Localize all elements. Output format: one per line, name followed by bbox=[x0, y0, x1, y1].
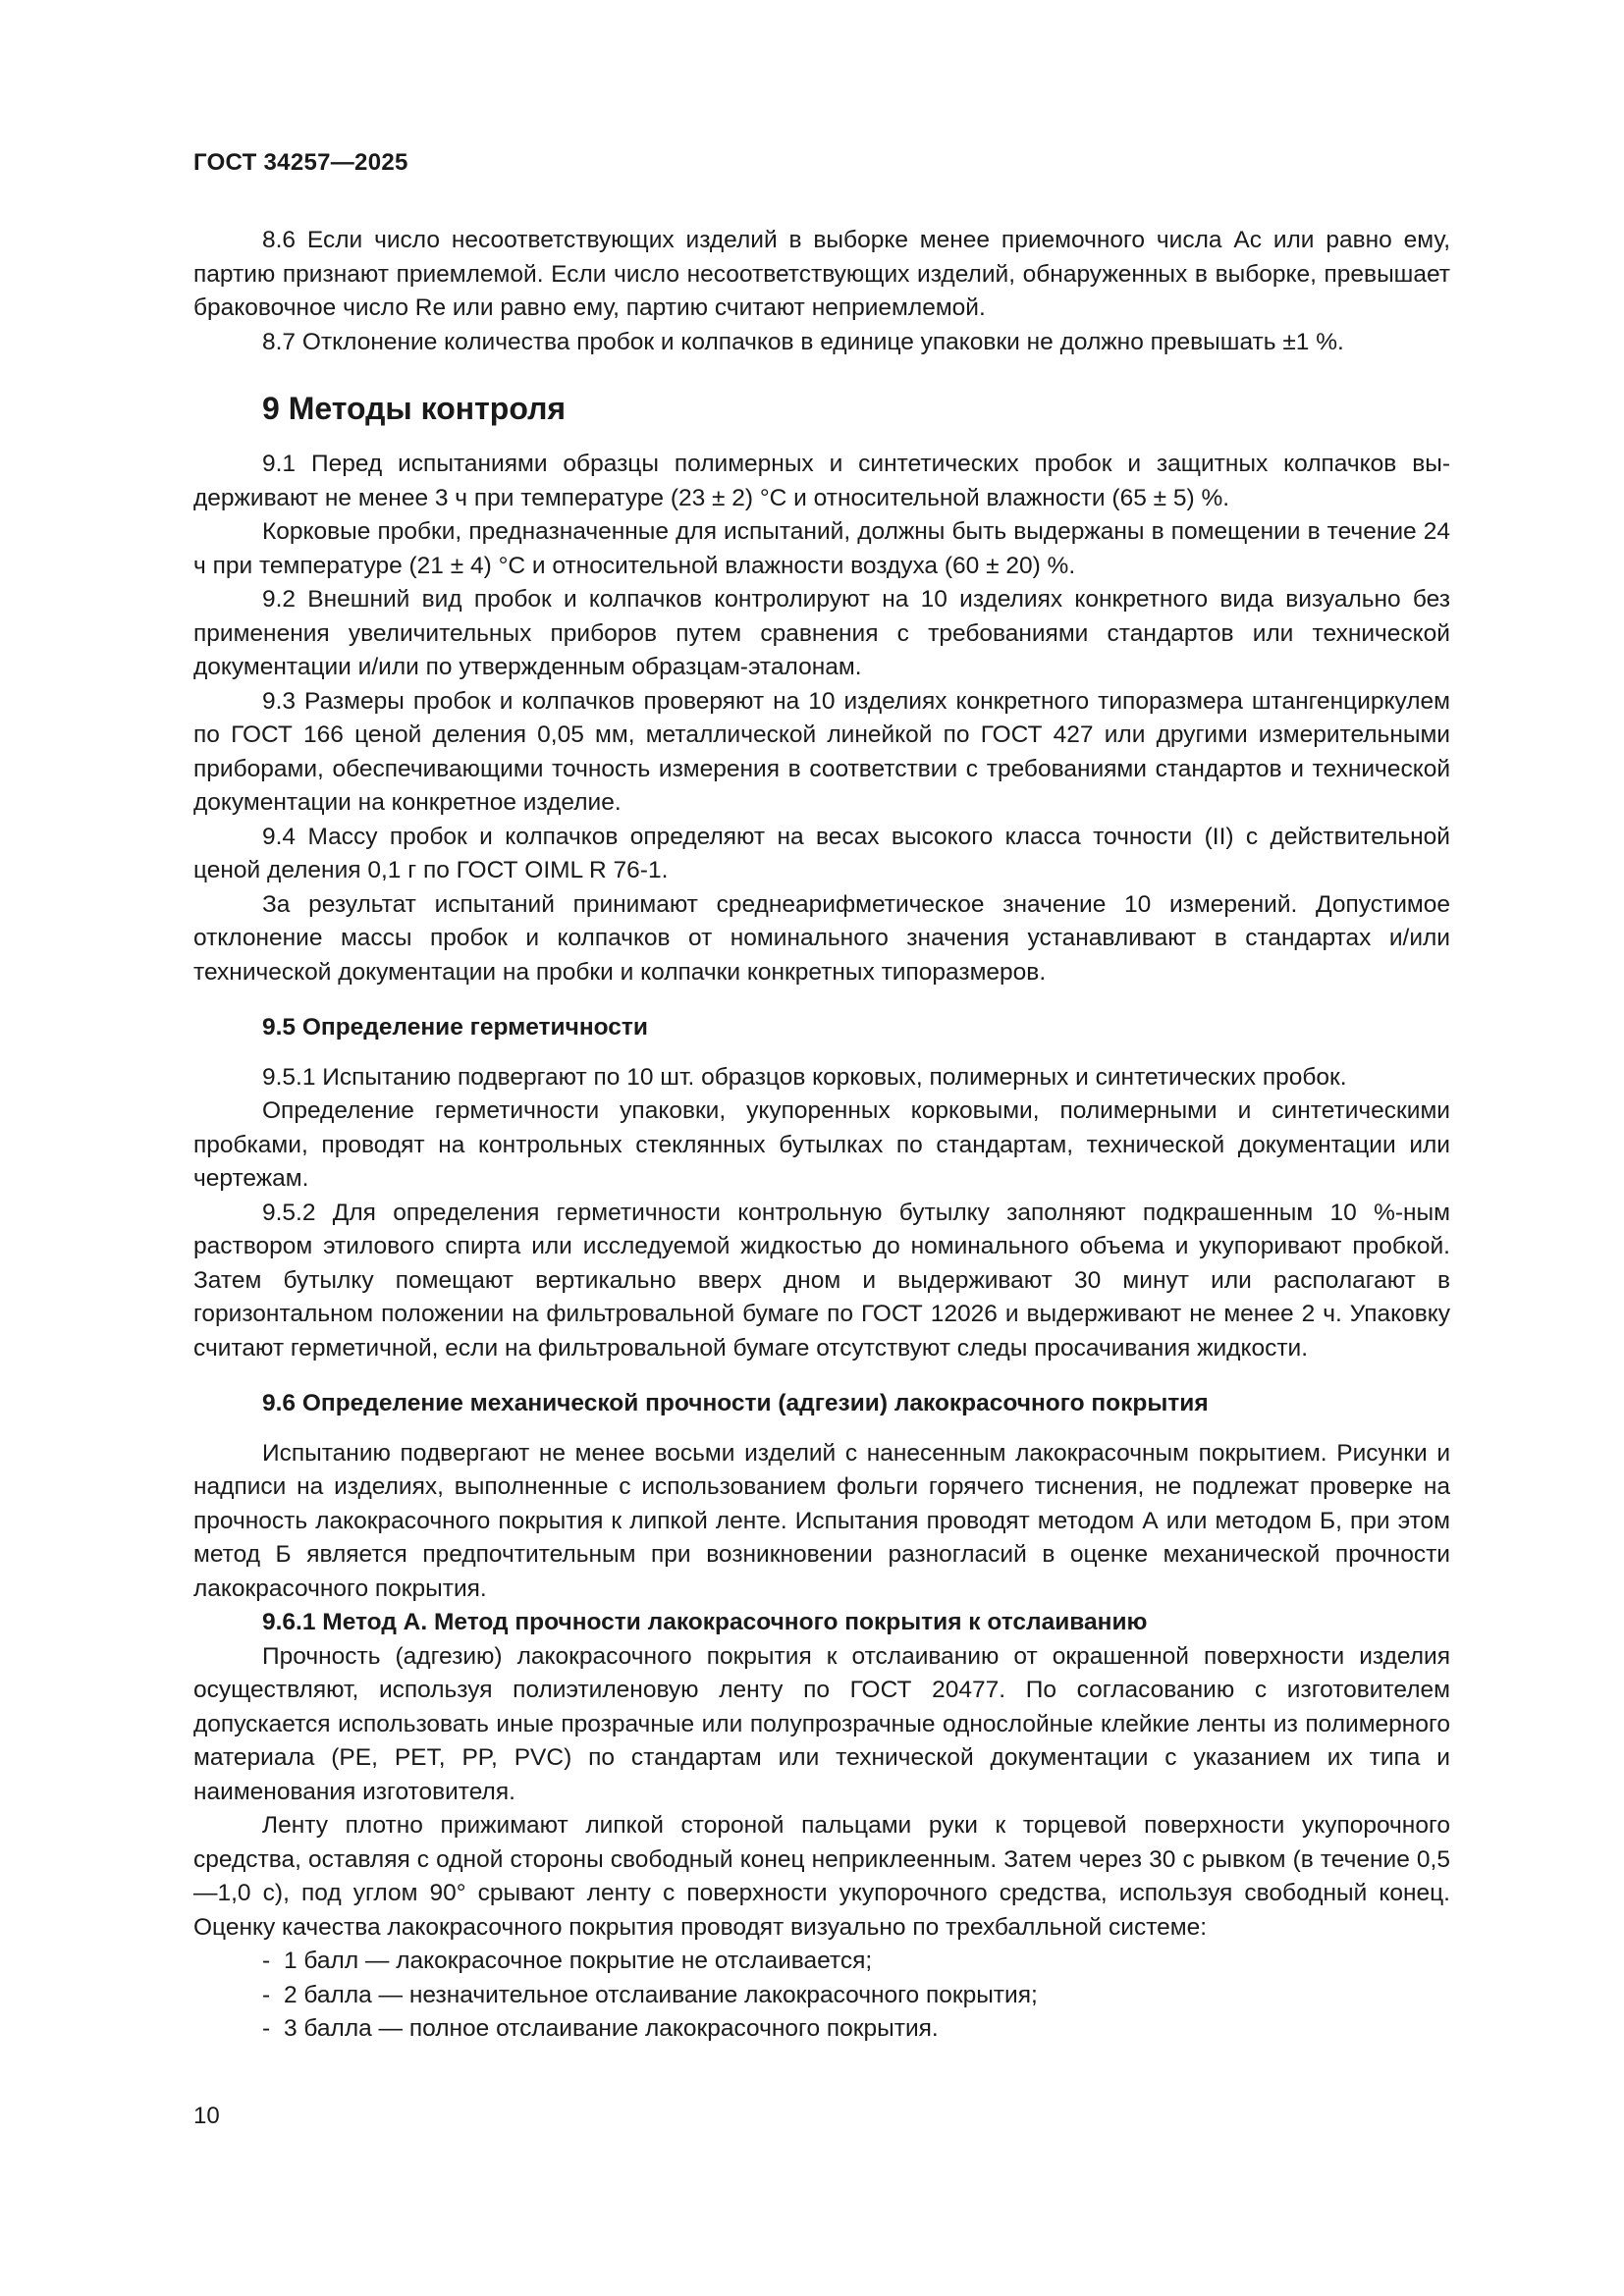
list-item bbox=[193, 2012, 1450, 2047]
paragraph-9-5-1: 9.5.1 Испытанию подвергают по 10 шт. образцов корковых, полимерных и синтетических пробок. bbox=[262, 1063, 1347, 1091]
paragraph-9-6-intro: Испытанию подвергают не менее восьми изделий с нанесенным лакокрасочным покрытием. Рисунки и надписи на изделиях, выполненные с использованием фольги горячего тиснения, не подлежат проверке на прочность лакокрасочного покрытия к липкой ленте. Испытания проводят методом А или методом Б, при этом метод Б является предпочтительным при возникновении разногласий в оценке механической прочности лакокрасочного покрытия. bbox=[193, 1439, 1450, 1602]
subsection-title-9-5: 9.5 Определение герметичности bbox=[262, 1014, 648, 1041]
list-marker: - bbox=[262, 1948, 271, 1974]
standard-code-header: ГОСТ 34257—2025 bbox=[193, 149, 408, 176]
paragraph-sealing-method: Определение герметичности упаковки, укупоренных корковыми, полимерными и синтетическими пробками, проводят на контрольных стеклянных бутылках по стандартам, технической документации или чертежам. bbox=[193, 1097, 1450, 1192]
subsection-title-9-6: 9.6 Определение механической прочности (адгезии) лакокрасочного покрытия bbox=[262, 1390, 1209, 1416]
document-body bbox=[193, 224, 1450, 2047]
list-item-text: 2 балла — незначительное отслаивание лакокрасочного покрытия; bbox=[284, 1981, 1038, 2008]
subsection-title-9-6-1: 9.6.1 Метод А. Метод прочности лакокрасочного покрытия к отслаиванию bbox=[262, 1609, 1148, 1635]
section-title-9: 9 Методы контроля bbox=[262, 391, 567, 426]
rating-list bbox=[193, 1945, 1450, 2047]
paragraph-8-7: 8.7 Отклонение количества пробок и колпачков в единице упаковки не должно превышать ±1 %. bbox=[262, 328, 1344, 355]
list-marker: - bbox=[262, 1981, 271, 2008]
list-item-text: 1 балл — лакокрасочное покрытие не отслаивается; bbox=[284, 1948, 873, 1974]
list-marker: - bbox=[262, 2015, 271, 2042]
paragraph-9-4: 9.4 Массу пробок и колпачков определяют на весах высокого класса точности (II) с действительной ценой деления 0,1 г по ГОСТ OIML R 76-1. bbox=[193, 823, 1450, 883]
list-item-text: 3 балла — полное отслаивание лакокрасочного покрытия. bbox=[284, 2015, 939, 2042]
paragraph-9-5-2: 9.5.2 Для определения герметичности контрольную бутылку заполняют подкрашенным 10 %-ным раствором этилового спирта или исследуемой жидкостью до номинального объема и укупоривают пробкой. Затем бутылку помещают вертикально вверх дном и выдерживают 30 минут или располагают в горизонтальном положении на фильтровальной бумаге по ГОСТ 12026 и выдерживают не менее 2 ч. Упаковку считают герметичной, если на фильтровальной бумаге отсутствуют следы просачивания жидкости. bbox=[193, 1199, 1450, 1362]
paragraph-8-6: 8.6 Если число несоответствующих изделий в выборке менее приемочного числа Ac или равно ему, партию признают приемлемой. Если число несоответствующих изделий, обнаруженных в выборке, превышает браковочное число Re или равно ему, партию считают неприемлемой. bbox=[193, 227, 1450, 321]
paragraph-tape-procedure: Ленту плотно прижимают липкой стороной пальцами руки к торцевой поверхности укупорочного средства, оставляя с одной стороны свободный конец неприклеенным. Затем через 30 с рывком (в течение 0,5—1,0 с), под углом 90° срывают ленту с поверхности укупорочного средства, используя свободный конец. Оценку качества лакокрасочного покрытия проводят визуально по трехбалльной системе: bbox=[193, 1812, 1450, 1941]
paragraph-mass-result: За результат испытаний принимают среднеарифметическое значение 10 измерений. Допустимое отклонение массы пробок и колпачков от номинального значения устанавливают в стандартах и/или технической документации на пробки и колпачки конкретных типоразмеров. bbox=[193, 890, 1450, 986]
list-item bbox=[193, 1979, 1450, 2013]
paragraph-cork-conditioning: Корковые пробки, предназначенные для испытаний, должны быть выдержаны в помещении в течение 24 ч при температуре (21 ± 4) °C и относительной влажности воздуха (60 ± 20) %. bbox=[193, 518, 1450, 579]
page-number: 10 bbox=[193, 2103, 220, 2129]
paragraph-9-2: 9.2 Внешний вид пробок и колпачков контролируют на 10 изделиях конкретного вида визуально без применения увеличительных приборов путем сравнения с требованиями стандартов или технической документации и/или по утвержденным образцам-эталонам. bbox=[193, 586, 1450, 680]
paragraph-9-3: 9.3 Размеры пробок и колпачков проверяют на 10 изделиях конкретного типоразмера штангенциркулем по ГОСТ 166 ценой деления 0,05 мм, металлической линейкой по ГОСТ 427 или другими измерительными приборами, обеспечивающими точность измерения в соответствии с требованиями стандартов и технической документации на конкретное изделие. bbox=[193, 687, 1450, 816]
list-item bbox=[193, 1945, 1450, 1979]
paragraph-adhesion-tape: Прочность (адгезию) лакокрасочного покрытия к отслаиванию от окрашенной поверхности изделия осуществляют, используя полиэтиленовую ленту по ГОСТ 20477. По согласованию с изготовителем допускается использовать иные прозрачные или полупрозрачные однослойные клейкие ленты из полимерного материала (PE, PET, PP, PVC) по стандартам или технической документации с указанием их типа и наименования изготовителя. bbox=[193, 1642, 1450, 1805]
paragraph-9-1: 9.1 Перед испытаниями образцы полимерных и синтетических пробок и защитных колпачков выдерживают не менее 3 ч при температуре (23 ± 2) °C и относительной влажности (65 ± 5) %. bbox=[193, 451, 1450, 511]
